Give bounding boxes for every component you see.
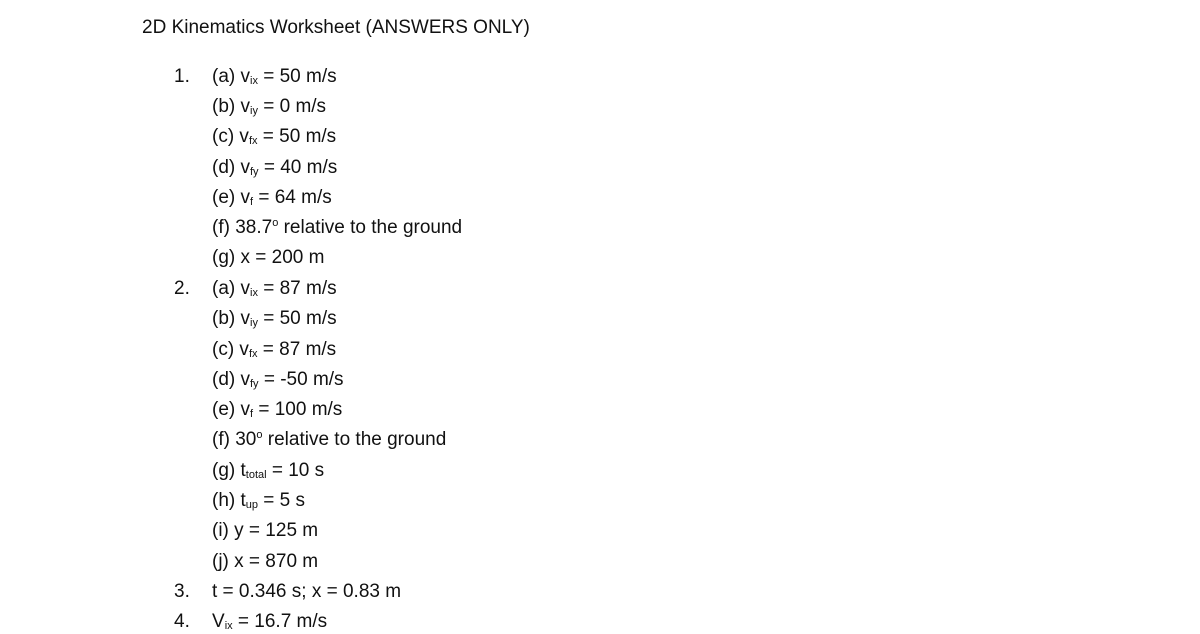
q1-answer-c: (c) $v_{fx} = 50$ m/s xyxy=(212,126,337,147)
question-1-number: 1. xyxy=(174,66,190,87)
q4-answer: $V_{ix} = 16.7$ m/s xyxy=(212,611,328,632)
question-2-number: 2. xyxy=(174,278,190,299)
q2-answer-g: (g) $t_{total} = 10$ s xyxy=(212,460,325,481)
q1-answer-e: (e) $v_f = 64$ m/s xyxy=(212,187,332,208)
q2-answer-f: (f) 30$^o$ relative to the ground xyxy=(212,429,447,450)
q1-answer-g: (g) x = 200 m xyxy=(212,247,325,268)
question-4-number: 4. xyxy=(174,611,190,632)
q2-answer-j: (j) x = 870 m xyxy=(212,551,319,572)
q2-answer-h: (h) $t_{up} = 5$ s xyxy=(212,490,306,511)
q2-answer-d: (d) $v_{fy} = -50$ m/s xyxy=(212,369,344,390)
q1-answer-a: (a) $v_{ix} = 50$ m/s xyxy=(212,66,337,87)
worksheet-title: 2D Kinematics Worksheet (ANSWERS ONLY) xyxy=(142,17,530,38)
q2-answer-e: (e) $v_f = 100$ m/s xyxy=(212,399,343,420)
question-3-number: 3. xyxy=(174,581,190,602)
q2-answer-b: (b) $v_{iy} = 50$ m/s xyxy=(212,308,337,329)
q1-answer-d: (d) $v_{fy} = 40$ m/s xyxy=(212,157,338,178)
q1-answer-b: (b) $v_{iy} = 0$ m/s xyxy=(212,96,327,117)
q2-answer-i: (i) y = 125 m xyxy=(212,520,319,541)
q1-answer-f: (f) 38.7$^o$ relative to the ground xyxy=(212,217,463,238)
q2-answer-a: (a) $v_{ix} = 87$ m/s xyxy=(212,278,337,299)
q2-answer-c: (c) $v_{fx} = 87$ m/s xyxy=(212,339,337,360)
q3-answer: t = 0.346 s; x = 0.83 m xyxy=(212,581,402,602)
